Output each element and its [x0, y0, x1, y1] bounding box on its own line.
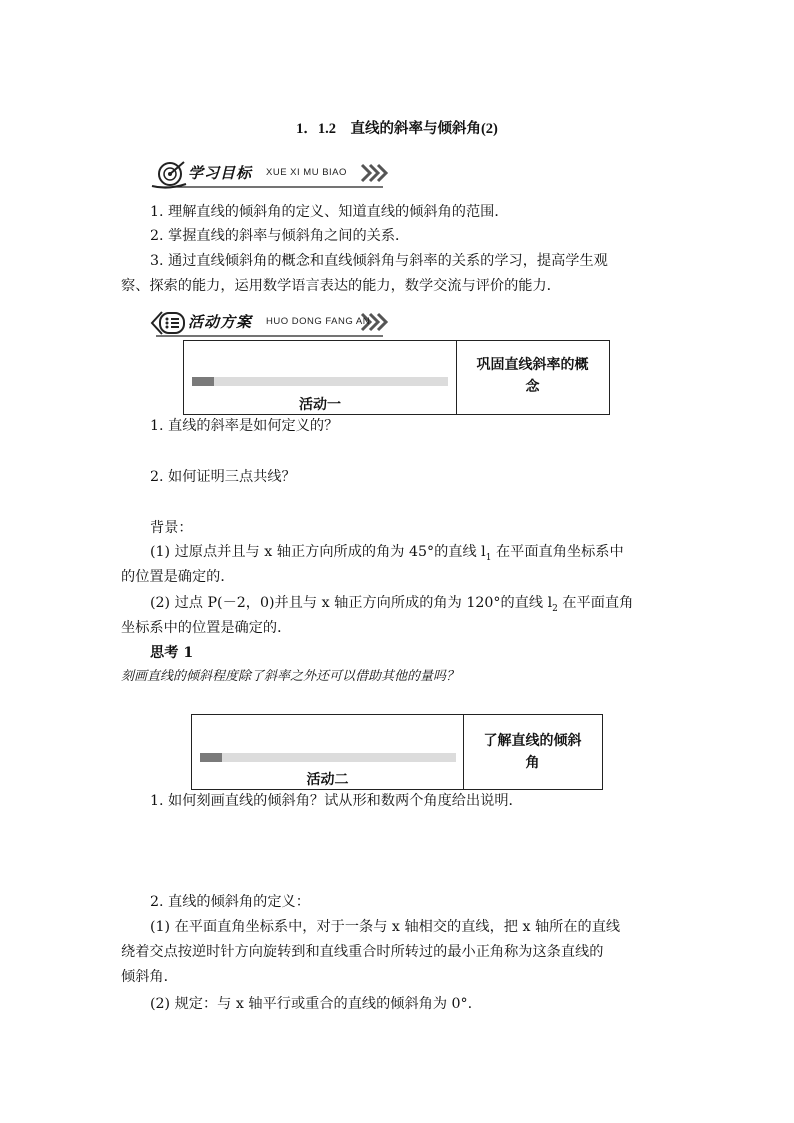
background-2-text-end: 在平面直角 [557, 595, 634, 611]
background-2-line1 [150, 593, 633, 619]
think-1-question: 刻画直线的倾斜程度除了斜率之外还可以借助其他的量吗？ [121, 669, 460, 684]
goal-3a: 3. 通过直线倾斜角的概念和直线倾斜角与斜率的关系的学习，提高学生观 [150, 253, 608, 269]
activity-progress-bar [200, 753, 456, 762]
activity-progress-bar [192, 377, 448, 386]
background-1-line2: 的位置是确定的． [121, 569, 235, 585]
activity-1-question-2: 2. 如何证明三点共线？ [150, 469, 296, 485]
activity-progress-head [200, 753, 222, 762]
definition-1-line1: (1) 在平面直角坐标系中，对于一条与 x 轴相交的直线，把 x 轴所在的直线 [150, 919, 621, 935]
section-header-goals [148, 160, 408, 190]
section-label: 活动方案 [188, 313, 253, 331]
activity-1-title [456, 354, 609, 398]
activity-2-title-line2: 角 [525, 755, 540, 771]
activity-2-question-1: 1. 如何刻画直线的倾斜角？试从形和数两个角度给出说明． [150, 793, 523, 809]
background-label: 背景： [150, 520, 193, 536]
section-label: 学习目标 [188, 164, 253, 182]
background-2-text: (2) 过点 P(－2，0)并且与 x 轴正方向所成的角为 120°的直线 l [150, 595, 553, 611]
activity-1-name: 活动一 [299, 397, 341, 413]
goal-2: 2. 掌握直线的斜率与倾斜角之间的关系． [150, 228, 410, 244]
goal-3b: 察、探索的能力，运用数学语言表达的能力，数学交流与评价的能力． [121, 278, 561, 294]
page-title: 1．1.2 直线的斜率与倾斜角(2) [296, 121, 498, 137]
goal-1: 1. 理解直线的倾斜角的定义、知道直线的倾斜角的范围． [150, 204, 509, 220]
activity-2-box [191, 714, 603, 790]
activity-progress-head [192, 377, 214, 386]
subscript-1: 1 [485, 552, 492, 563]
subscript-2: 2 [552, 603, 558, 614]
definition-2: (2) 规定：与 x 轴平行或重合的直线的倾斜角为 0°. [150, 996, 473, 1012]
activity-2-left-cell [192, 715, 464, 789]
definition-1-line2: 绕着交点按逆时针方向旋转到和直线重合时所转过的最小正角称为这条直线的 [121, 944, 604, 960]
activity-1-left-cell [184, 341, 457, 414]
activity-1-title-line1: 巩固直线斜率的概 [476, 357, 589, 373]
section-header-plan [148, 309, 408, 339]
background-1-text-end: 在平面直角坐标系中 [491, 544, 624, 560]
background-1-line1 [150, 542, 624, 568]
section-pinyin: XUE XI MU BIAO [266, 167, 347, 178]
section-pinyin: HUO DONG FANG AN [266, 316, 371, 327]
background-2-line2: 坐标系中的位置是确定的． [121, 620, 292, 636]
activity-2-title [463, 730, 602, 774]
definition-1-line3: 倾斜角． [121, 969, 178, 985]
activity-1-question-1: 1. 直线的斜率是如何定义的？ [150, 418, 339, 434]
activity-1-box [183, 340, 610, 415]
activity-1-title-line2: 念 [525, 379, 540, 395]
activity-2-name: 活动二 [306, 772, 349, 788]
activity-2-title-line1: 了解直线的倾斜 [483, 733, 582, 749]
background-1-text: (1) 过原点并且与 x 轴正方向所成的角为 45°的直线 l [150, 544, 486, 560]
activity-2-question-2: 2. 直线的倾斜角的定义： [150, 894, 310, 910]
think-1-label: 思考 1 [150, 645, 194, 661]
